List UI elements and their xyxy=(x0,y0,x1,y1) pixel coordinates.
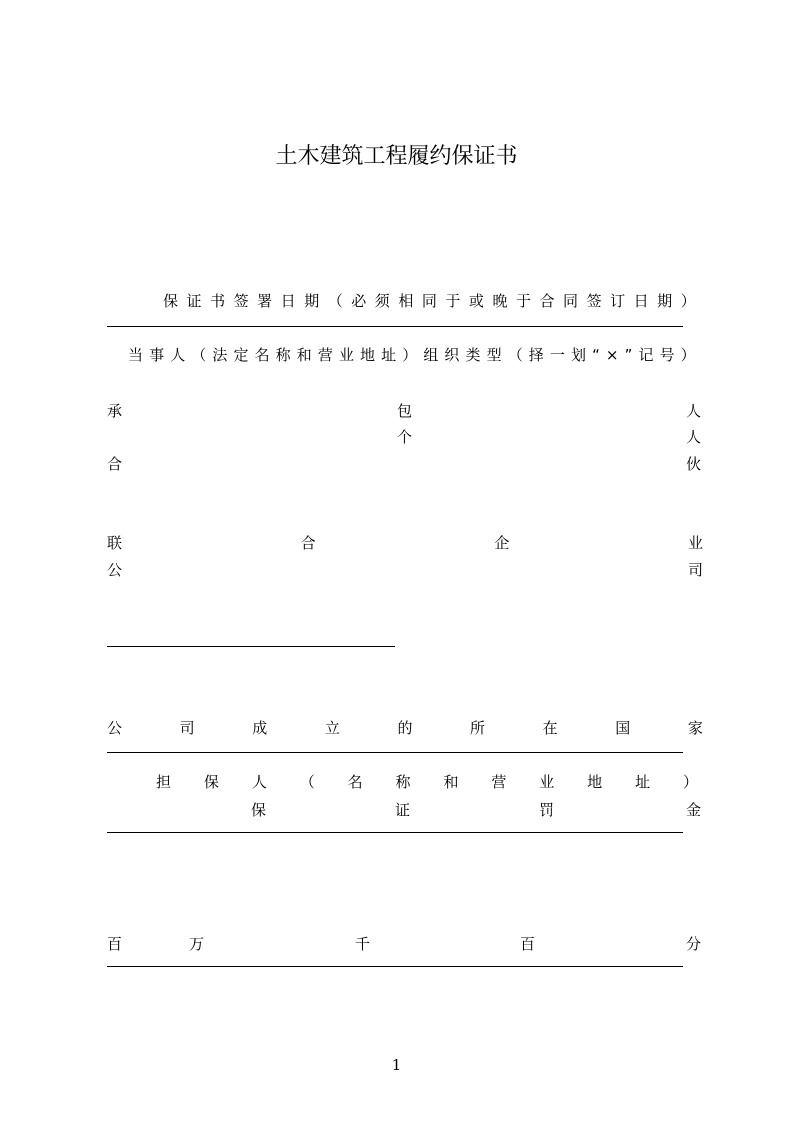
country-row-char: 成 xyxy=(252,719,268,737)
date-line-char: 于 xyxy=(515,292,531,310)
date-line-char: 日 xyxy=(633,292,649,310)
date-line-char: 于 xyxy=(445,292,461,310)
date-line-char: 晚 xyxy=(492,292,508,310)
date-line-char: 证 xyxy=(186,292,202,310)
party-line-char: （ xyxy=(191,346,207,364)
party-line-char: 型 xyxy=(486,346,502,364)
date-line-char: 日 xyxy=(280,292,296,310)
party-label xyxy=(128,345,696,365)
penal-sum-char-1: 保 xyxy=(251,801,267,819)
party-line-char: 组 xyxy=(423,346,439,364)
date-line-char: 合 xyxy=(539,292,555,310)
party-line-char: 地 xyxy=(360,346,376,364)
date-line-char: 同 xyxy=(421,292,437,310)
guarantor-label xyxy=(156,772,698,792)
party-line-char: （ xyxy=(507,346,523,364)
date-line-char: 签 xyxy=(233,292,249,310)
party-line-char: “ xyxy=(592,346,600,364)
party-line-char: ” xyxy=(624,346,633,364)
org-partnership-left: 合 xyxy=(107,455,123,473)
penal-sum-char-2: 证 xyxy=(395,801,411,819)
country-row-char: 国 xyxy=(615,719,631,737)
signing-date-underline[interactable] xyxy=(107,326,683,327)
date-line-char: 署 xyxy=(257,292,273,310)
org-individual-right: 人 xyxy=(686,428,702,446)
guarantor-underline[interactable] xyxy=(107,832,683,833)
country-row-char: 所 xyxy=(470,719,486,737)
date-line-char: 必 xyxy=(351,292,367,310)
party-line-char: 人 xyxy=(170,346,186,364)
date-line-char: 期 xyxy=(304,292,320,310)
party-line-char: 业 xyxy=(338,346,354,364)
org-joint-venture-row xyxy=(107,533,703,553)
guarantor-row1-char: 名 xyxy=(347,773,363,791)
org-contractor-right: 人 xyxy=(686,402,702,420)
country-row-char: 司 xyxy=(179,719,195,737)
date-line-char: 期 xyxy=(657,292,673,310)
jv-row1-char: 合 xyxy=(300,534,316,552)
party-line-char: 法 xyxy=(212,346,228,364)
org-company-row xyxy=(107,560,703,580)
guarantor-row1-char: ） xyxy=(682,773,698,791)
party-line-char: ） xyxy=(402,346,418,364)
jv-row1-char: 联 xyxy=(107,534,123,552)
date-line-char: 签 xyxy=(586,292,602,310)
date-line-char: 保 xyxy=(163,292,179,310)
country-row-char: 在 xyxy=(542,719,558,737)
party-line-char: ） xyxy=(680,346,696,364)
guarantor-row1-char: 营 xyxy=(491,773,507,791)
amount-unit-hundred-million: 百 xyxy=(107,935,123,953)
party-line-char: 称 xyxy=(275,346,291,364)
amount-unit-cent: 分 xyxy=(686,935,702,953)
guarantor-row1-char: 担 xyxy=(156,773,172,791)
org-contractor-left: 承 xyxy=(107,402,123,420)
guarantor-row1-char: 保 xyxy=(203,773,219,791)
document-title: 土木建筑工程履约保证书 xyxy=(275,144,518,169)
date-line-char: 订 xyxy=(610,292,626,310)
jv-row2-char: 公 xyxy=(107,561,123,579)
signing-date-label xyxy=(163,291,696,311)
guarantor-row1-char: 称 xyxy=(395,773,411,791)
amount-unit-hundred: 百 xyxy=(520,935,536,953)
guarantor-row1-char: 和 xyxy=(443,773,459,791)
date-line-char: 书 xyxy=(210,292,226,310)
party-line-char: 名 xyxy=(254,346,270,364)
country-row-char: 立 xyxy=(324,719,340,737)
org-partnership-right: 伙 xyxy=(686,455,702,473)
party-line-char: 号 xyxy=(659,346,675,364)
page-number: 1 xyxy=(391,1056,402,1074)
org-underline[interactable] xyxy=(107,646,395,647)
date-line-char: 须 xyxy=(374,292,390,310)
party-line-char: 类 xyxy=(465,346,481,364)
date-line-char: ） xyxy=(680,292,696,310)
party-line-char: × xyxy=(605,346,619,364)
guarantor-row1-char: 地 xyxy=(587,773,603,791)
party-line-char: 址 xyxy=(381,346,397,364)
guarantor-row1-char: 业 xyxy=(539,773,555,791)
party-line-char: 记 xyxy=(638,346,654,364)
party-line-char: 织 xyxy=(444,346,460,364)
date-line-char: 或 xyxy=(468,292,484,310)
country-of-incorporation-label xyxy=(107,718,703,738)
amount-unit-thousand: 千 xyxy=(355,935,371,953)
party-line-char: 一 xyxy=(549,346,565,364)
penal-sum-char-3: 罚 xyxy=(539,801,555,819)
date-line-char: （ xyxy=(327,292,343,310)
party-line-char: 事 xyxy=(149,346,165,364)
date-line-char: 同 xyxy=(563,292,579,310)
country-row-char: 家 xyxy=(687,719,703,737)
country-row-char: 的 xyxy=(397,719,413,737)
party-line-char: 营 xyxy=(317,346,333,364)
party-line-char: 定 xyxy=(233,346,249,364)
country-underline[interactable] xyxy=(107,752,683,753)
jv-row2-char: 司 xyxy=(687,561,703,579)
org-contractor-mid: 包 xyxy=(397,402,413,420)
party-line-char: 当 xyxy=(128,346,144,364)
amount-unit-ten-thousand: 万 xyxy=(189,935,205,953)
guarantor-row1-char: （ xyxy=(299,773,315,791)
guarantor-row1-char: 人 xyxy=(251,773,267,791)
party-line-char: 择 xyxy=(528,346,544,364)
date-line-char: 相 xyxy=(398,292,414,310)
amount-underline[interactable] xyxy=(107,966,683,967)
jv-row1-char: 业 xyxy=(687,534,703,552)
penal-sum-char-4: 金 xyxy=(686,801,702,819)
jv-row1-char: 企 xyxy=(494,534,510,552)
guarantor-row1-char: 址 xyxy=(635,773,651,791)
party-line-char: 划 xyxy=(570,346,586,364)
org-individual-mid: 个 xyxy=(397,428,413,446)
party-line-char: 和 xyxy=(296,346,312,364)
country-row-char: 公 xyxy=(107,719,123,737)
